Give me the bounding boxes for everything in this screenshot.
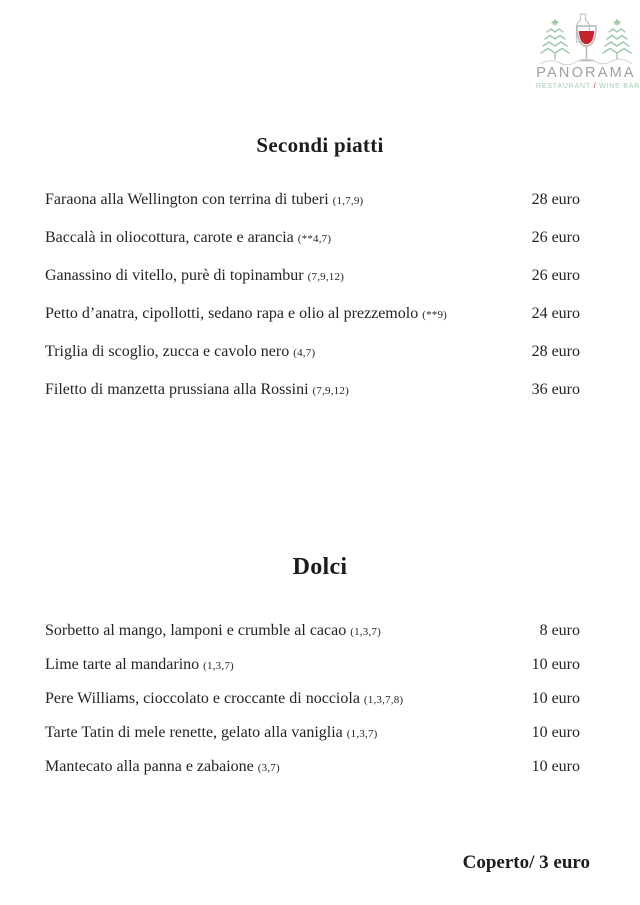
- wine-glass-icon: [577, 26, 596, 61]
- dish-name: [45, 381, 349, 399]
- dish-title: Tarte Tatin di mele renette, gelato alla vaniglia: [45, 724, 343, 741]
- dish-price: 28 euro: [531, 343, 580, 360]
- allergen-codes: (4,7): [293, 347, 316, 359]
- menu-item-row: [45, 371, 580, 409]
- brand-tagline: [536, 83, 640, 91]
- dish-title: Filetto di manzetta prussiana alla Rossini: [45, 381, 309, 398]
- menu-item-row: [45, 614, 580, 648]
- allergen-codes: (1,3,7,8): [363, 694, 404, 706]
- dish-price: 24 euro: [531, 305, 580, 322]
- menu-item-row: [45, 648, 580, 682]
- dish-name: [45, 622, 381, 640]
- dish-name: [45, 267, 344, 285]
- allergen-codes: (1,3,7): [203, 660, 234, 672]
- dish-name: [45, 343, 315, 361]
- section-title-secondi: Secondi piatti: [256, 133, 384, 157]
- dish-name: [45, 305, 447, 323]
- dish-title: Baccalà in oliocottura, carote e arancia: [45, 229, 294, 246]
- allergen-codes: (3,7): [257, 762, 280, 774]
- dish-price: 26 euro: [531, 267, 580, 284]
- dish-title: Ganassino di vitello, purè di topinambur: [45, 267, 304, 284]
- allergen-codes: (**4,7): [297, 233, 332, 245]
- tagline-winebar: WINE BAR: [599, 83, 640, 91]
- menu-item-row: [45, 295, 580, 333]
- dish-name: [45, 191, 363, 209]
- menu-item-row: [45, 219, 580, 257]
- dish-name: [45, 690, 403, 708]
- dish-title: Mantecato alla panna e zabaione: [45, 758, 254, 775]
- allergen-codes: (**9): [422, 309, 448, 321]
- tagline-restaurant: RESTAURANT: [536, 83, 591, 91]
- panorama-logo: [536, 12, 640, 91]
- allergen-codes: (1,3,7): [350, 626, 381, 638]
- dish-price: 8 euro: [539, 622, 580, 639]
- dish-title: Pere Williams, cioccolato e croccante di nocciola: [45, 690, 360, 707]
- secondi-items-list: [45, 181, 580, 409]
- dish-name: [45, 758, 280, 776]
- menu-item-row: [45, 750, 580, 784]
- dish-title: Petto d’anatra, cipollotti, sedano rapa e olio al prezzemolo: [45, 305, 419, 322]
- section-title-dolci: Dolci: [292, 554, 348, 580]
- dish-title: Sorbetto al mango, lamponi e crumble al cacao: [45, 622, 347, 639]
- pine-tree-left-icon: [541, 20, 569, 59]
- dish-name: [45, 656, 234, 674]
- dish-price: 28 euro: [531, 191, 580, 208]
- allergen-codes: (1,7,9): [332, 195, 364, 207]
- pine-tree-right-icon: [603, 20, 631, 59]
- menu-item-row: [45, 716, 580, 750]
- dish-price: 10 euro: [531, 724, 580, 741]
- dish-title: Lime tarte al mandarino: [45, 656, 200, 673]
- dolci-items-list: [45, 614, 580, 784]
- cover-charge-note: Coperto/ 3 euro: [462, 852, 590, 873]
- dish-title: Faraona alla Wellington con terrina di tuberi: [45, 191, 329, 208]
- menu-item-row: [45, 333, 580, 371]
- allergen-codes: (1,3,7): [346, 728, 378, 740]
- dish-name: [45, 724, 378, 742]
- allergen-codes: (7,9,12): [312, 385, 349, 397]
- dish-name: [45, 229, 331, 247]
- dish-price: 36 euro: [531, 381, 580, 398]
- dish-title: Triglia di scoglio, zucca e cavolo nero: [45, 343, 290, 360]
- tagline-slash: /: [593, 83, 597, 91]
- menu-item-row: [45, 682, 580, 716]
- dish-price: 10 euro: [531, 656, 580, 673]
- dish-price: 10 euro: [531, 690, 580, 707]
- dish-price: 26 euro: [531, 229, 580, 246]
- dish-price: 10 euro: [531, 758, 580, 775]
- menu-item-row: [45, 257, 580, 295]
- allergen-codes: (7,9,12): [307, 271, 345, 283]
- menu-item-row: [45, 181, 580, 219]
- brand-name: PANORAMA: [536, 65, 636, 81]
- logo-art: [538, 12, 634, 66]
